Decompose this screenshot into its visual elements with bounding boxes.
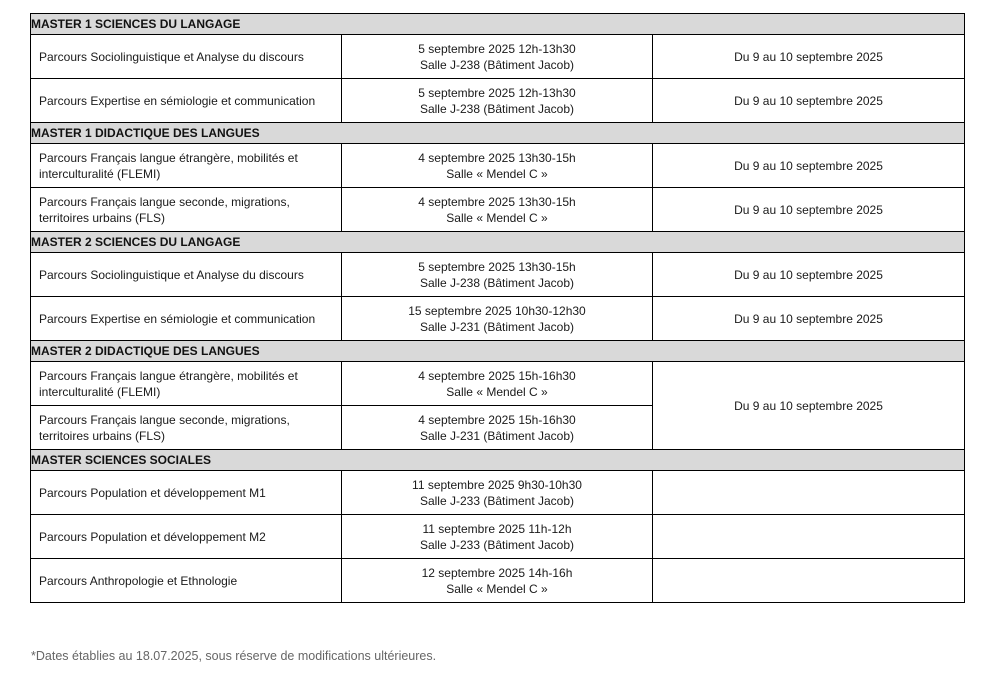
- session-room: Salle J-238 (Bâtiment Jacob): [419, 57, 575, 72]
- parcours-cell: [31, 406, 342, 450]
- inscription-cell: [653, 559, 965, 603]
- section-title: MASTER 1 DIDACTIQUE DES LANGUES: [31, 123, 965, 144]
- section-header-row: [31, 341, 965, 362]
- inscription-cell: Du 9 au 10 septembre 2025: [653, 35, 965, 79]
- parcours-line: Parcours Français langue étrangère, mobilités et: [39, 150, 298, 165]
- session-room: Salle « Mendel C »: [446, 166, 548, 181]
- parcours-cell: [31, 515, 342, 559]
- session-date: 15 septembre 2025 10h30-12h30: [408, 303, 586, 318]
- parcours-line: Parcours Anthropologie et Ethnologie: [39, 573, 238, 588]
- session-cell: [342, 253, 653, 297]
- table-row: [31, 35, 965, 79]
- session-room: Salle J-231 (Bâtiment Jacob): [419, 319, 575, 334]
- parcours-line: Parcours Français langue seconde, migrations,: [39, 412, 290, 427]
- parcours-line: Parcours Sociolinguistique et Analyse du discours: [39, 267, 304, 282]
- session-cell: [342, 515, 653, 559]
- section-title: MASTER 2 DIDACTIQUE DES LANGUES: [31, 341, 965, 362]
- schedule-body: [31, 14, 965, 603]
- table-row: [31, 471, 965, 515]
- parcours-cell: [31, 559, 342, 603]
- parcours-line: interculturalité (FLEMI): [39, 384, 161, 399]
- session-date: 11 septembre 2025 11h-12h: [422, 521, 572, 536]
- parcours-line: interculturalité (FLEMI): [39, 166, 161, 181]
- session-room: Salle J-233 (Bâtiment Jacob): [419, 493, 575, 508]
- section-title: MASTER 1 SCIENCES DU LANGAGE: [31, 14, 965, 35]
- session-date: 4 septembre 2025 15h-16h30: [418, 368, 576, 383]
- table-row: [31, 253, 965, 297]
- table-row: [31, 362, 965, 406]
- session-room: Salle « Mendel C »: [446, 210, 548, 225]
- session-date: 11 septembre 2025 9h30-10h30: [412, 477, 582, 492]
- table-row: [31, 297, 965, 341]
- session-room: Salle J-233 (Bâtiment Jacob): [419, 537, 575, 552]
- session-date: 12 septembre 2025 14h-16h: [421, 565, 573, 580]
- session-room: Salle J-231 (Bâtiment Jacob): [419, 428, 575, 443]
- session-date: 5 septembre 2025 12h-13h30: [418, 41, 576, 56]
- parcours-cell: [31, 144, 342, 188]
- inscription-cell: Du 9 au 10 septembre 2025: [653, 79, 965, 123]
- parcours-cell: [31, 188, 342, 232]
- section-header-row: [31, 14, 965, 35]
- parcours-cell: [31, 362, 342, 406]
- inscription-cell: Du 9 au 10 septembre 2025: [653, 362, 965, 450]
- session-date: 4 septembre 2025 13h30-15h: [418, 194, 576, 209]
- inscription-cell: [653, 515, 965, 559]
- session-cell: [342, 79, 653, 123]
- inscription-cell: [653, 471, 965, 515]
- parcours-line: Parcours Expertise en sémiologie et communication: [39, 311, 316, 326]
- parcours-line: Parcours Population et développement M1: [39, 485, 266, 500]
- session-cell: [342, 362, 653, 406]
- parcours-cell: [31, 253, 342, 297]
- parcours-line: Parcours Population et développement M2: [39, 529, 266, 544]
- session-date: 4 septembre 2025 15h-16h30: [418, 412, 576, 427]
- session-room: Salle « Mendel C »: [446, 384, 548, 399]
- section-header-row: [31, 232, 965, 253]
- session-cell: [342, 144, 653, 188]
- table-row: [31, 559, 965, 603]
- section-title: MASTER SCIENCES SOCIALES: [31, 450, 965, 471]
- table-row: [31, 188, 965, 232]
- session-room: Salle « Mendel C »: [446, 581, 548, 596]
- session-cell: [342, 188, 653, 232]
- parcours-cell: [31, 79, 342, 123]
- session-cell: [342, 35, 653, 79]
- table-row: [31, 515, 965, 559]
- parcours-cell: [31, 35, 342, 79]
- session-cell: [342, 471, 653, 515]
- section-header-row: [31, 123, 965, 144]
- parcours-line: territoires urbains (FLS): [39, 210, 166, 225]
- footnote: *Dates établies au 18.07.2025, sous réserve de modifications ultérieures.: [31, 649, 437, 663]
- section-header-row: [31, 450, 965, 471]
- parcours-line: Parcours Français langue étrangère, mobilités et: [39, 368, 298, 383]
- session-room: Salle J-238 (Bâtiment Jacob): [419, 275, 575, 290]
- parcours-line: Parcours Expertise en sémiologie et communication: [39, 93, 316, 108]
- parcours-line: Parcours Français langue seconde, migrations,: [39, 194, 290, 209]
- parcours-line: territoires urbains (FLS): [39, 428, 166, 443]
- parcours-cell: [31, 471, 342, 515]
- inscription-cell: Du 9 au 10 septembre 2025: [653, 188, 965, 232]
- inscription-cell: Du 9 au 10 septembre 2025: [653, 253, 965, 297]
- session-date: 4 septembre 2025 13h30-15h: [418, 150, 576, 165]
- parcours-line: Parcours Sociolinguistique et Analyse du discours: [39, 49, 304, 64]
- inscription-cell: Du 9 au 10 septembre 2025: [653, 297, 965, 341]
- session-cell: [342, 406, 653, 450]
- section-title: MASTER 2 SCIENCES DU LANGAGE: [31, 232, 965, 253]
- inscription-cell: Du 9 au 10 septembre 2025: [653, 144, 965, 188]
- parcours-cell: [31, 297, 342, 341]
- session-date: 5 septembre 2025 12h-13h30: [418, 85, 576, 100]
- schedule-table: [30, 13, 965, 603]
- session-room: Salle J-238 (Bâtiment Jacob): [419, 101, 575, 116]
- session-date: 5 septembre 2025 13h30-15h: [418, 259, 576, 274]
- session-cell: [342, 297, 653, 341]
- table-row: [31, 79, 965, 123]
- session-cell: [342, 559, 653, 603]
- table-row: [31, 144, 965, 188]
